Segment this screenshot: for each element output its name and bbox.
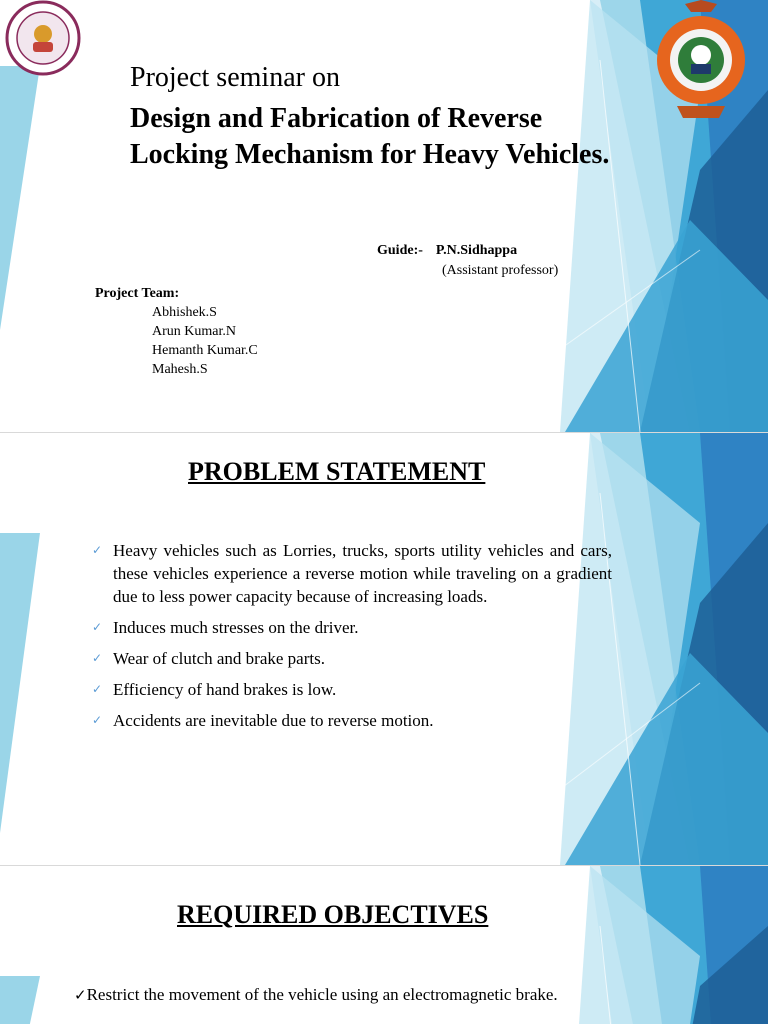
list-item: ✓ Efficiency of hand brakes is low. (92, 680, 337, 699)
check-mark-icon: ✓ (74, 986, 87, 1004)
guide-label: Guide:- (377, 243, 423, 258)
slide-required-objectives (0, 866, 768, 1024)
university-emblem-icon (655, 0, 747, 120)
list-item: ✓ Heavy vehicles such as Lorries, trucks, sports utility vehicles and cars, these vehicles experience a reverse motion while traveling on a gradient due to less power capacity because of increasing loads. (92, 541, 612, 606)
check-mark-icon: ✓ (92, 713, 103, 727)
check-mark-icon: ✓ (92, 651, 103, 665)
team-member: Arun Kumar.N (152, 324, 236, 339)
section-heading: PROBLEM STATEMENT (188, 457, 486, 486)
list-item: ✓ Induces much stresses on the driver. (92, 618, 359, 637)
team-member: Hemanth Kumar.C (152, 343, 258, 358)
list-item: ✓ Wear of clutch and brake parts. (92, 649, 325, 668)
team-member: Mahesh.S (152, 362, 208, 377)
guide-role: (Assistant professor) (442, 263, 559, 278)
list-item: ✓ Accidents are inevitable due to reverse motion. (92, 711, 434, 730)
bullet-list (92, 539, 612, 740)
list-item: ✓Restrict the movement of the vehicle using an electromagnetic brake. (74, 985, 558, 1004)
guide-name: P.N.Sidhappa (435, 243, 518, 258)
slide-decoration (0, 0, 768, 432)
team-label: Project Team: (95, 286, 180, 301)
college-seal-icon (0, 0, 86, 76)
check-mark-icon: ✓ (92, 543, 103, 557)
title-lead: Project seminar on (130, 62, 340, 93)
slide-title (0, 0, 768, 432)
guide-line (377, 243, 517, 259)
team-member: Abhishek.S (152, 305, 217, 320)
check-mark-icon: ✓ (92, 682, 103, 696)
check-mark-icon: ✓ (92, 620, 103, 634)
page-title: Design and Fabrication of Reverse Locking Mechanism for Heavy Vehicles. (130, 103, 610, 170)
section-heading: REQUIRED OBJECTIVES (177, 900, 489, 929)
slide-problem-statement (0, 433, 768, 865)
